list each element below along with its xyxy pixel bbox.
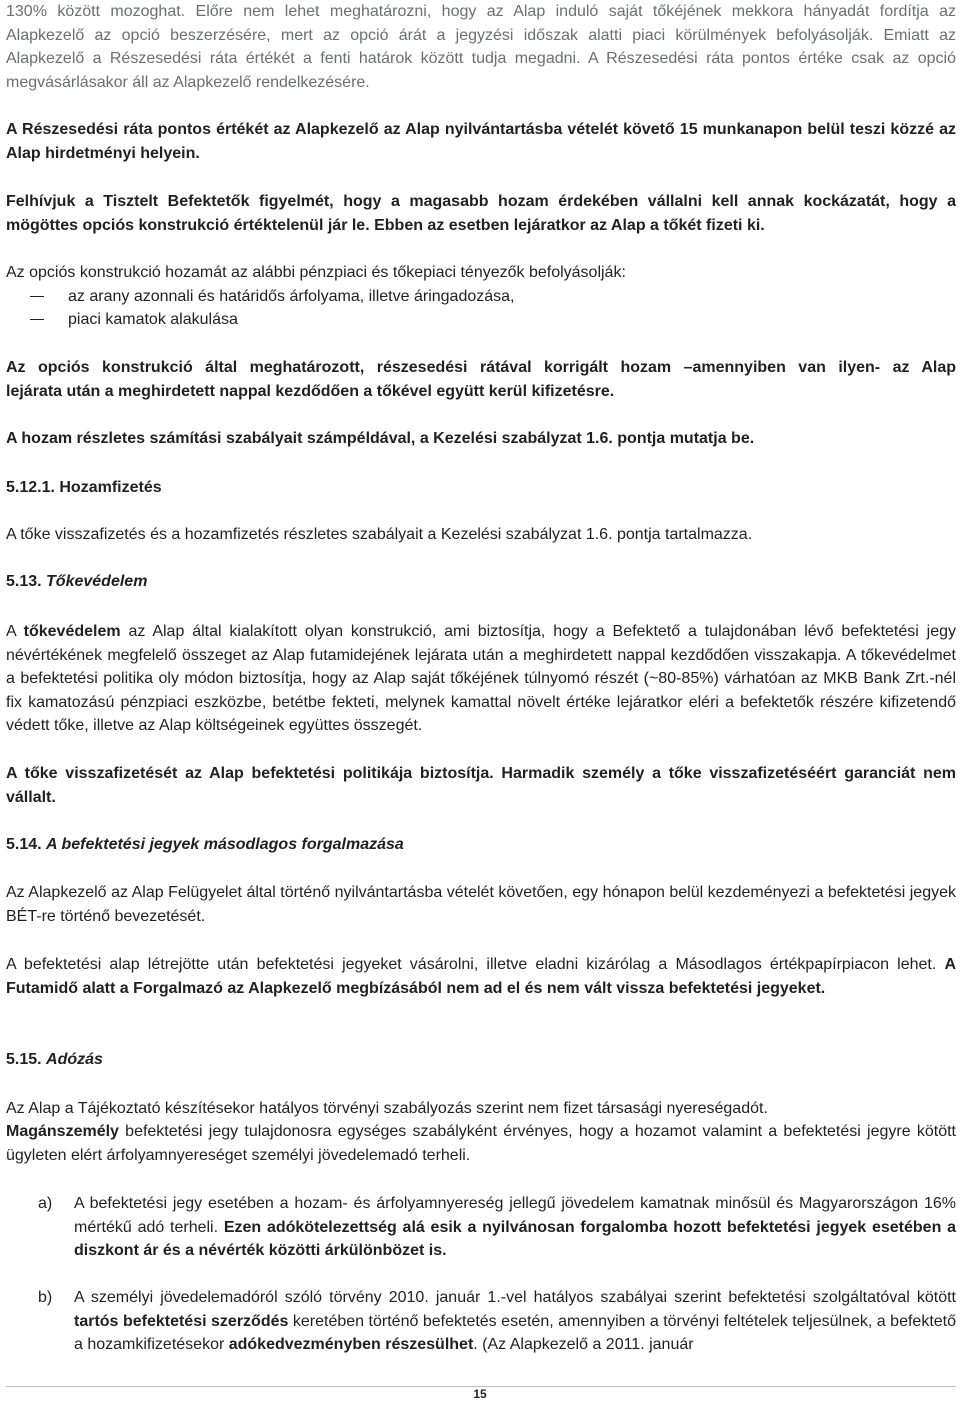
list-label-a: a) [38, 1195, 53, 1212]
paragraph-yield-factors-intro: Az opciós konstrukció hozamát az alábbi pénzpiaci és tőkepiaci tényezők befolyásolják: [6, 264, 626, 281]
text-run: A befektetési alap létrejötte után befektetési jegyeket vásárolni, illetve eladni kizárólag a Másodlagos értékpapírpiacon lehet. [6, 956, 945, 973]
paragraph-corrected-yield [6, 356, 956, 403]
page-number: 15 [473, 1387, 487, 1401]
text-line: megvásárlásakor áll az Alapkezelő rendelkezésére. [6, 73, 370, 91]
section-number: 5.13. [6, 573, 47, 590]
list-item [30, 285, 514, 309]
heading-5-15 [6, 1048, 956, 1072]
list-item-a [74, 1192, 956, 1263]
text-run: keretében történő befektetés esetén, amennyiben a törvényi feltételek teljesülnek, a befektető a hozamkifizetésekor [74, 1312, 957, 1353]
list-item-b [74, 1286, 956, 1357]
paragraph-participation-rate [6, 0, 956, 94]
paragraph-secondary-market [6, 953, 956, 1000]
paragraph-yield-calculation: A hozam részletes számítási szabályait számpéldával, a Kezelési szabályzat 1.6. pontja mutatja be. [6, 430, 755, 447]
section-title: Adózás [46, 1051, 103, 1068]
dash-bullet [30, 319, 44, 320]
paragraph-personal-tax [6, 1120, 956, 1167]
paragraph-corporate-tax: Az Alap a Tájékoztató készítésekor hatályos törvényi szabályozás szerint nem fizet társasági nyereségadót. [6, 1100, 768, 1117]
text-line: 130% között mozoghat. Előre nem lehet meghatározni, hogy az Alap induló saját tőkéjének mekkora hányadát fordítja az [6, 3, 956, 20]
text-run: A befektetési jegy esetében a hozam- és árfolyamnyereség jellegű jövedelem kamatnak minősül és Magyarországon 16% mértékű adó terheli. [74, 1195, 956, 1236]
bold-term: Magánszemély [6, 1123, 119, 1140]
bold-text: Ezen adókötelezettség alá esik a nyilvánosan forgalomba hozott befektetési jegyek esetében a diszkont ár és a névérték közötti árkülönbözet is. [74, 1218, 957, 1259]
list-item [30, 308, 238, 332]
text-run: befektetési jegy tulajdonosra egységes szabályként érvényes, hogy a hozamot valamint a befektetési jegyre kötött ügyleten elért árfolyamnyereséget személyi jövedelemadó terheli. [6, 1123, 956, 1164]
section-number: 5.14. [6, 836, 47, 853]
heading-5-13 [6, 570, 956, 594]
text-run: . (Az Alapkezelő a 2011. január [473, 1336, 694, 1353]
text-line: Az opciós konstrukció által meghatározott, részesedési rátával korrigált hozam –amennyiben van ilyen- az Alap [6, 359, 956, 376]
paragraph-rate-publication: A Részesedési ráta pontos értékét az Alapkezelő az Alap nyilvántartásba vételét követő 15 munkanapon belül teszi közzé az Alap hirdetményi helyein. [6, 121, 956, 162]
paragraph-bet-listing: Az Alapkezelő az Alap Felügyelet által történő nyilvántartásba vételét követően, egy hónapon belül kezdeményezi a befektetési jegyek BÉT-re történő bevezetését. [6, 884, 956, 925]
paragraph-repayment-rules: A tőke visszafizetés és a hozamfizetés részletes szabályait a Kezelési szabályzat 1.6. pontja tartalmazza. [6, 526, 753, 543]
list-item-text: piaci kamatok alakulása [68, 311, 238, 328]
list-item-text: az arany azonnali és határidős árfolyama, illetve áringadozása, [68, 288, 515, 305]
paragraph-capital-guarantee: A tőke visszafizetését az Alap befektetési politikája biztosítja. Harmadik személy a tőke visszafizetéséért garanciát nem vállalt. [6, 765, 956, 806]
heading-5-12-1: 5.12.1. Hozamfizetés [6, 479, 162, 496]
section-number: 5.15. [6, 1051, 47, 1068]
bold-text: A Futamidő alatt a Forgalmazó az Alapkezelő megbízásából nem ad el és nem vált vissza befektetési jegyeket. [6, 956, 956, 997]
text-line: Alapkezelő az opció beszerzésére, mert az opció árát a jegyzési időszak alatti piaci körülmények befolyásolják. Emiatt az [6, 26, 956, 44]
heading-5-14 [6, 833, 956, 857]
list-label-b: b) [38, 1289, 53, 1306]
bold-term: adókedvezményben részesülhet [228, 1336, 474, 1353]
text-line: lejárata után a meghirdetett nappal kezdődően a tőkével együtt kerül kifizetésre. [6, 382, 615, 400]
section-title: A befektetési jegyek másodlagos forgalmazása [46, 836, 404, 853]
text-run: az Alap által kialakított olyan konstrukció, ami biztosítja, hogy a Befektető a tulajdonában lévő befektetési jegy névértékének megfelelő összeget az Alap futamidejének lejárata után a meghirdetett nappal kezdődően visszakapja. A tőkevédelmet a befektetési politika oly módon biztosítja, hogy az Alap saját tőkéjének túlnyomó részét (~80-85%) várhatóan az MKB Bank Zrt.-nél fix kamatozású pénzpiaci eszközbe, betétbe fekteti, melynek kamattal növelt értéke lejáratkor eléri a befektetők részére kifizetendő védett tőke, illetve az Alap költségeinek együttes összegét. [6, 623, 957, 734]
paragraph-risk-warning: Felhívjuk a Tisztelt Befektetők figyelmét, hogy a magasabb hozam érdekében vállalni kell annak kockázatát, hogy a mögöttes opciós konstrukció értéktelenül jár le. Ebben az esetben lejáratkor az Alap a tőkét fizeti ki. [6, 193, 956, 234]
text-run: A [6, 623, 24, 640]
section-title: Tőkevédelem [46, 573, 148, 590]
bold-term: tőkevédelem [23, 623, 121, 640]
text-line: Alapkezelő a Részesedési ráta értékét a fenti határok között tudja megadni. A Részesedési ráta pontos értéke csak az opció [6, 50, 956, 67]
dash-bullet [30, 296, 44, 297]
paragraph-capital-protection [6, 620, 956, 738]
bold-term: tartós befektetési szerződés [74, 1312, 289, 1330]
text-run: A személyi jövedelemadóról szóló törvény 2010. január 1.-vel hatályos szabályai szerint befektetési szolgáltatóval kötött [74, 1289, 956, 1306]
